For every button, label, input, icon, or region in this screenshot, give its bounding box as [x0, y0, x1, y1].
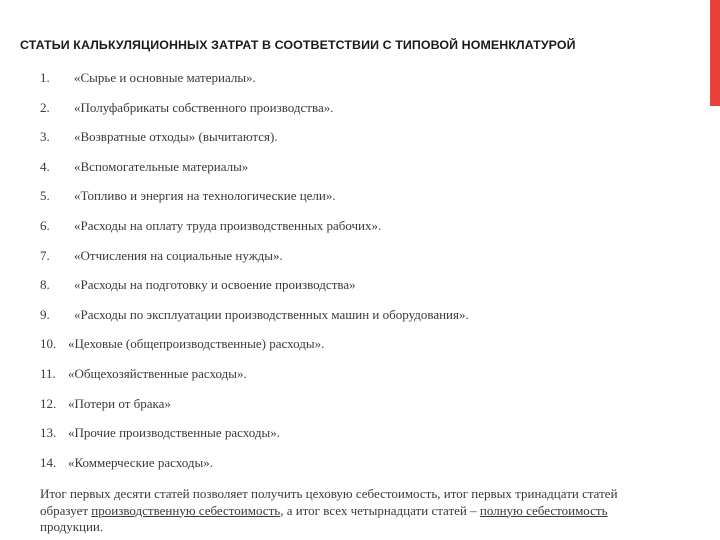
list-item-text: «Расходы по эксплуатации производственных машин и оборудования».: [74, 306, 469, 322]
list-item-text: «Возвратные отходы» (вычитаются).: [74, 129, 278, 145]
list-item-text: «Прочие производственные расходы».: [68, 425, 280, 441]
list-item-number: 8.: [40, 277, 50, 293]
list-item-number: 3.: [40, 129, 50, 145]
list-item-number: 11.: [40, 365, 56, 381]
list-item-text: «Сырье и основные материалы».: [74, 70, 256, 85]
list-item: [40, 305, 680, 335]
list-item-text: «Отчисления на социальные нужды».: [74, 247, 283, 263]
list-item-text: «Топливо и энергия на технологические цели».: [74, 188, 336, 204]
list-item-text: «Цеховые (общепроизводственные) расходы».: [68, 336, 325, 352]
list-item: [40, 246, 680, 276]
list-item: [40, 68, 680, 98]
summary-link-production-cost: производственную себестоимость: [91, 502, 281, 518]
list-item: [40, 334, 680, 364]
list-item-number: 4.: [40, 158, 50, 174]
list-item-text: «Вспомогательные материалы»: [74, 158, 249, 174]
summary-text-2: , а итог всех четырнадцати статей –: [280, 502, 480, 518]
list-item-number: 9.: [40, 306, 50, 322]
list-item-number: 10.: [40, 336, 57, 352]
list-item: [40, 157, 680, 187]
accent-bar: [710, 0, 720, 106]
list-item-number: 1.: [40, 70, 50, 85]
list-item: [40, 453, 680, 483]
list-item-number: 2.: [40, 99, 50, 115]
summary-link-full-cost: полную себестоимость: [479, 502, 608, 518]
slide-title: СТАТЬИ КАЛЬКУЛЯЦИОННЫХ ЗАТРАТ В СООТВЕТСТВИИ С ТИПОВОЙ НОМЕНКЛАТУРОЙ: [20, 38, 576, 52]
list-item-text: «Коммерческие расходы».: [68, 454, 213, 470]
list-item: [40, 275, 680, 305]
summary-paragraph: [40, 486, 660, 536]
list-item: [40, 394, 680, 424]
cost-items-list-container: [40, 68, 680, 482]
list-item: [40, 364, 680, 394]
list-item-text: «Расходы на оплату труда производственных рабочих».: [74, 217, 382, 233]
list-item-number: 5.: [40, 188, 50, 204]
summary-text-3: продукции.: [40, 519, 104, 534]
list-item-text: «Полуфабрикаты собственного производства».: [74, 99, 334, 115]
list-item-number: 14.: [40, 454, 57, 470]
list-item-number: 7.: [40, 247, 50, 263]
list-item-number: 13.: [40, 425, 57, 441]
list-item-number: 12.: [40, 395, 57, 411]
list-item: [40, 98, 680, 128]
list-item: [40, 127, 680, 157]
list-item-number: 6.: [40, 217, 50, 233]
summary-text-1: Итог первых десяти статей позволяет получить цеховую себестоимость, итог первых тринадцати статей образует: [40, 486, 618, 518]
list-item: [40, 423, 680, 453]
list-item-text: «Расходы на подготовку и освоение производства»: [74, 277, 356, 293]
list-item-text: «Общехозяйственные расходы».: [68, 365, 247, 381]
list-item-text: «Потери от брака»: [68, 395, 171, 411]
cost-items-list: [40, 68, 680, 482]
list-item: [40, 216, 680, 246]
list-item: [40, 186, 680, 216]
